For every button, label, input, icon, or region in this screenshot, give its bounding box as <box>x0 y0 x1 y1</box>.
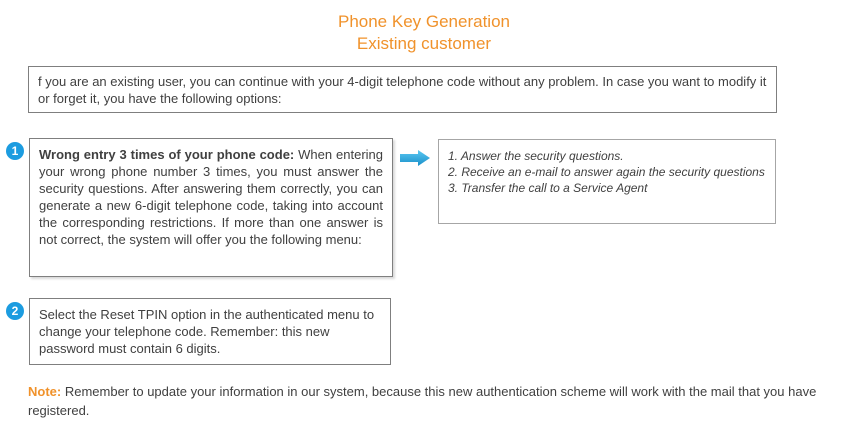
option-item: 2. Receive an e-mail to answer again the security questions <box>448 165 765 179</box>
step-2-text: Select the Reset TPIN option in the authenticated menu to change your telephone code. Remember: this new password must contain 6 digits. <box>39 307 375 356</box>
option-item: 1. Answer the security questions. <box>448 149 624 163</box>
note-label: Note: <box>28 384 62 399</box>
intro-box <box>28 66 777 113</box>
page-subtitle: Existing customer <box>356 34 492 53</box>
option-item: 3. Transfer the call to a Service Agent <box>448 181 648 195</box>
step-1-box <box>29 138 393 277</box>
step-2-box <box>29 298 391 365</box>
step-1-badge: 1 <box>6 142 24 160</box>
step-2-badge: 2 <box>6 302 24 320</box>
step-1-heading: Wrong entry 3 times of your phone code: <box>39 147 295 162</box>
page-title: Phone Key Generation <box>337 12 510 31</box>
right-arrow-icon <box>400 150 430 166</box>
options-menu-box <box>438 139 776 224</box>
intro-text: f you are an existing user, you can continue with your 4-digit telephone code without any problem. In case you want to modify it or forget it, you have the following options: <box>38 74 767 106</box>
note <box>28 382 828 420</box>
step-1-text: When entering your wrong phone number 3 times, you must answer the security questions. After answering them correctly, you can generate a new 6-digit telephone code, taking into account the corresponding restrictions. If more than one answer is not correct, the system will offer you the following menu: <box>39 147 383 247</box>
note-text: Remember to update your information in our system, because this new authentication scheme will work with the mail that you have registered. <box>28 384 817 418</box>
